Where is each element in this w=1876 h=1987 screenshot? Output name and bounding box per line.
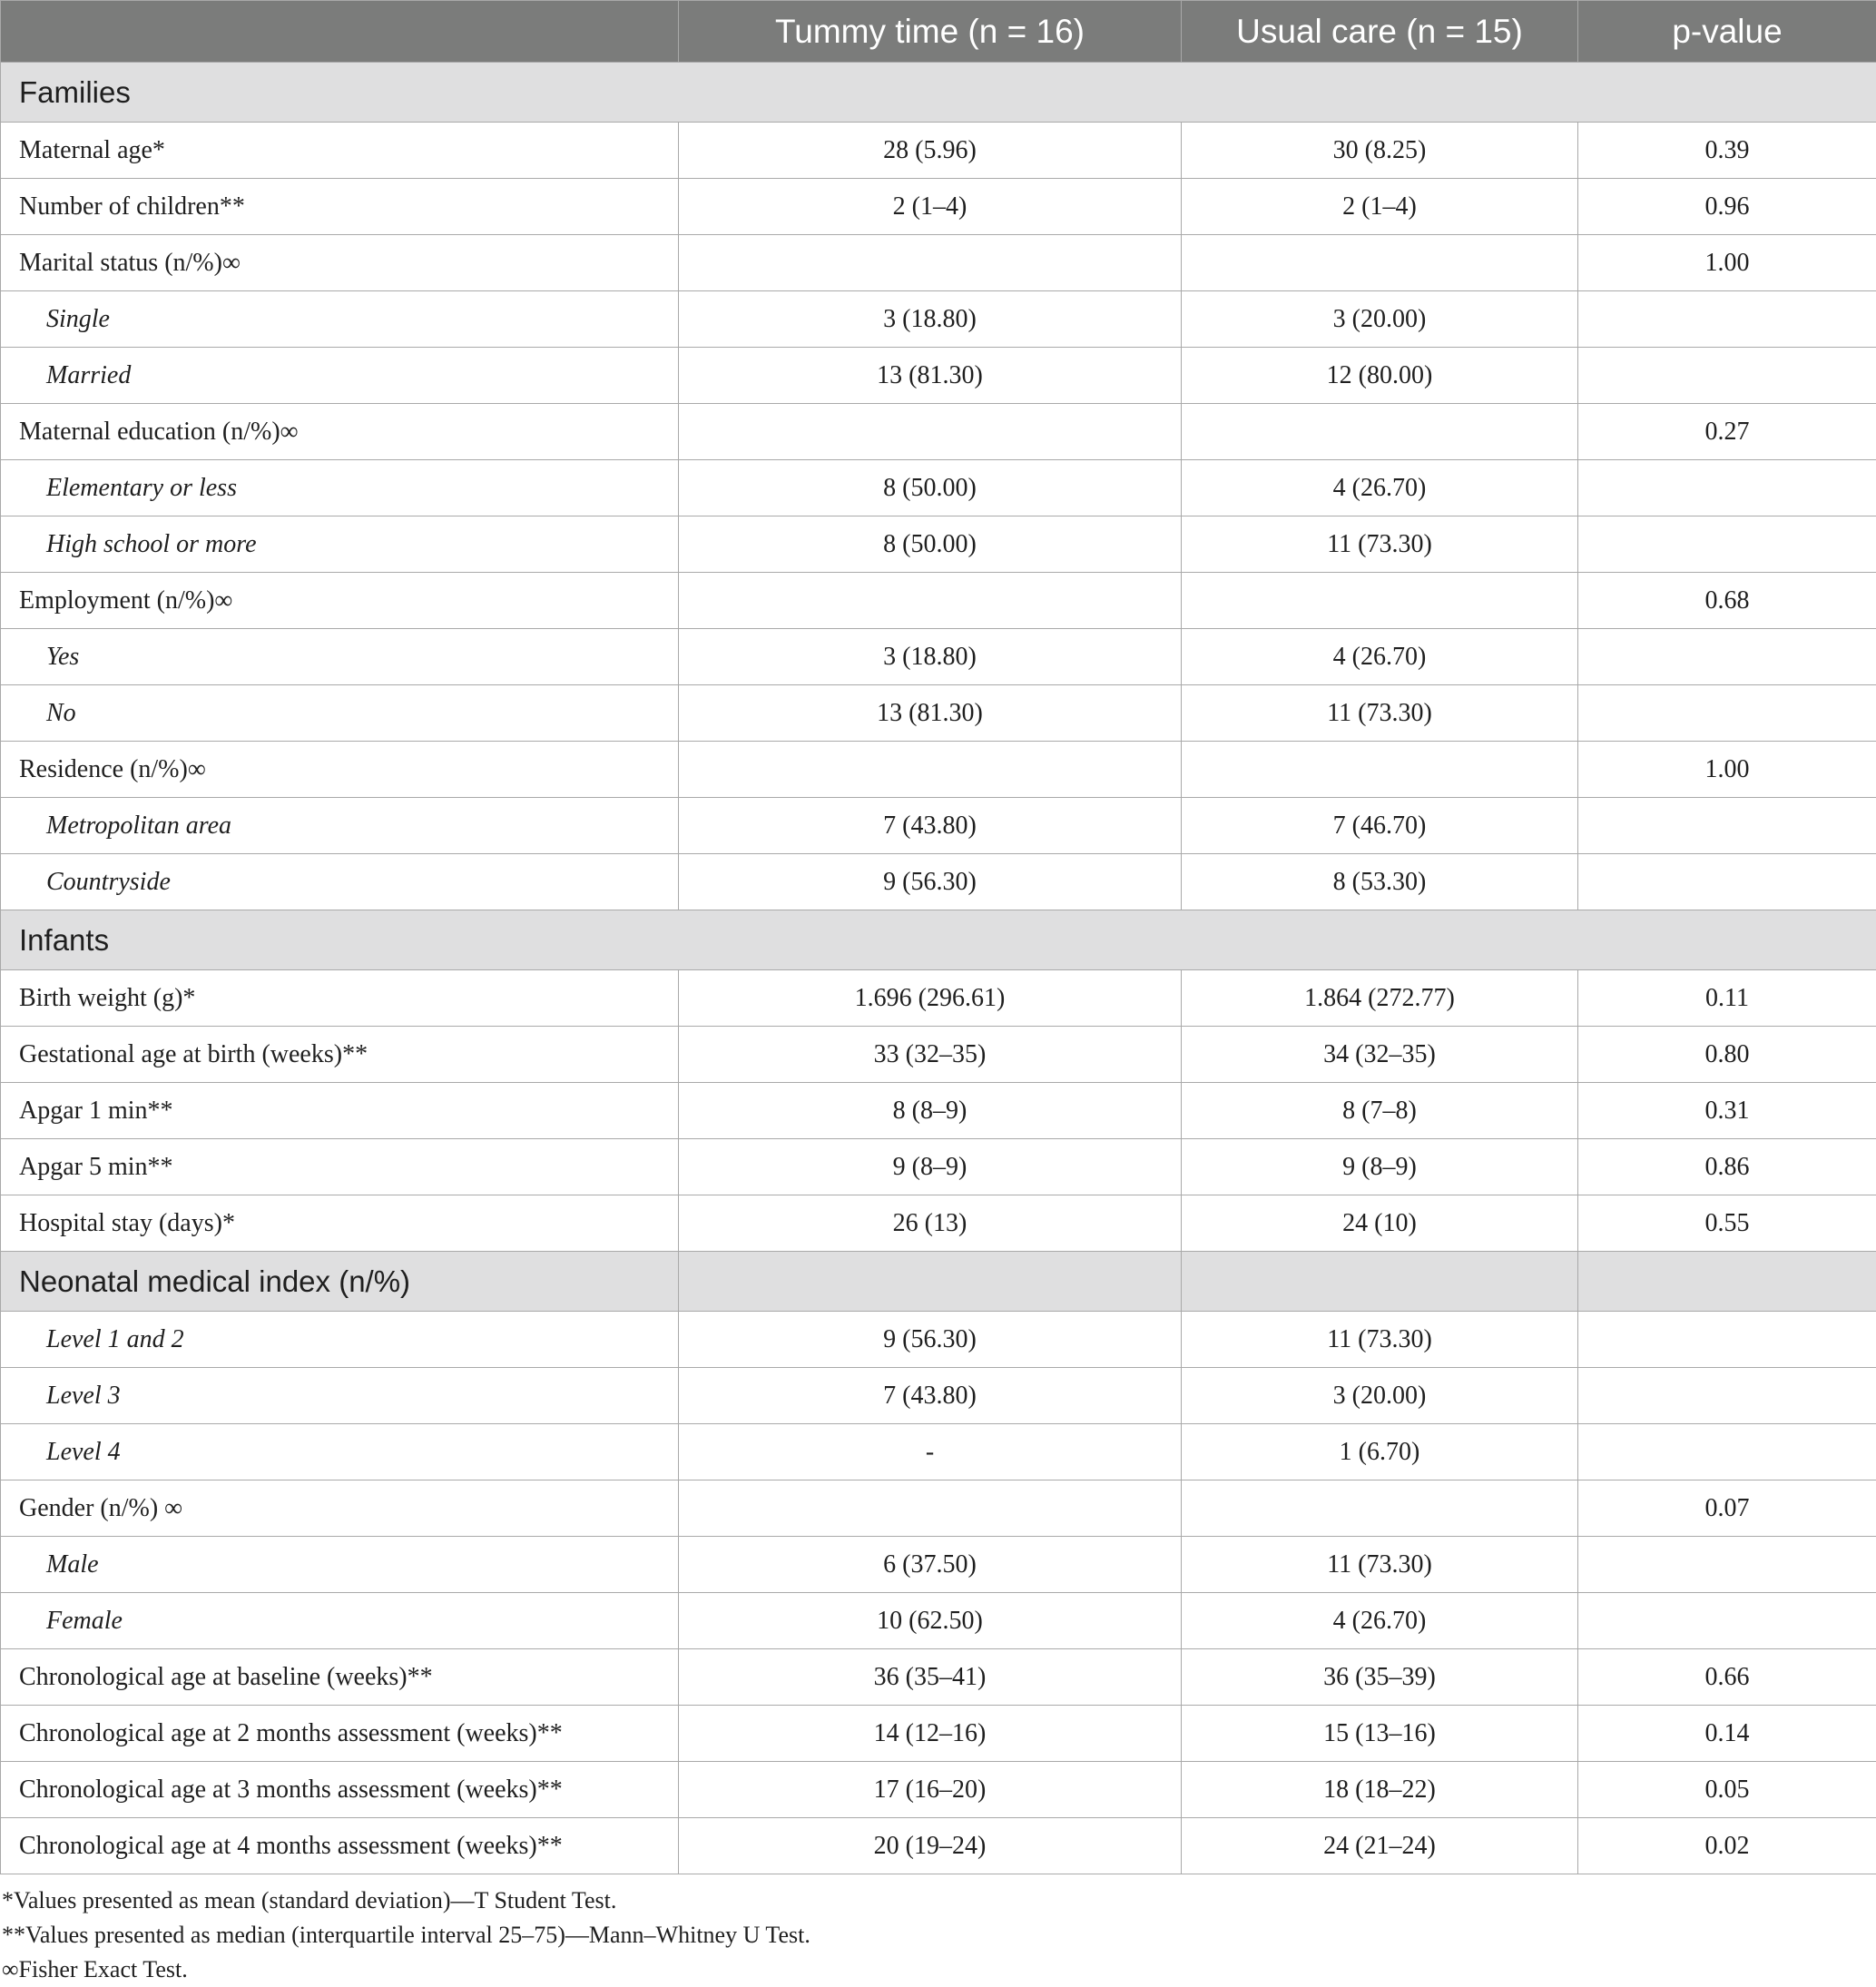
cell-p-value: 0.80 bbox=[1578, 1027, 1876, 1083]
table-row bbox=[1, 1195, 1876, 1252]
row-label: Countryside bbox=[1, 854, 679, 910]
table-row bbox=[1, 629, 1876, 685]
row-label: Elementary or less bbox=[1, 460, 679, 516]
row-label: Single bbox=[1, 291, 679, 348]
cell-usual-care: 11 (73.30) bbox=[1182, 685, 1578, 742]
cell-p-value: 0.68 bbox=[1578, 573, 1876, 629]
section-title: Families bbox=[1, 63, 1876, 123]
cell-p-value bbox=[1578, 516, 1876, 573]
header-usual-care: Usual care (n = 15) bbox=[1182, 1, 1578, 63]
header-row bbox=[1, 1, 1876, 63]
cell-usual-care bbox=[1182, 235, 1578, 291]
cell-p-value: 0.31 bbox=[1578, 1083, 1876, 1139]
table-row bbox=[1, 1083, 1876, 1139]
table-row bbox=[1, 1762, 1876, 1818]
cell-usual-care: 30 (8.25) bbox=[1182, 123, 1578, 179]
table-row bbox=[1, 573, 1876, 629]
cell-usual-care: 8 (7–8) bbox=[1182, 1083, 1578, 1139]
cell-tummy-time: 1.696 (296.61) bbox=[679, 970, 1182, 1027]
section-row bbox=[1, 910, 1876, 970]
row-label: Male bbox=[1, 1537, 679, 1593]
cell-tummy-time: 7 (43.80) bbox=[679, 798, 1182, 854]
cell-p-value bbox=[1578, 1424, 1876, 1480]
cell-tummy-time: 13 (81.30) bbox=[679, 685, 1182, 742]
footnote: ∞Fisher Exact Test. bbox=[0, 1953, 1876, 1987]
section-row bbox=[1, 63, 1876, 123]
cell-usual-care: 9 (8–9) bbox=[1182, 1139, 1578, 1195]
table-row bbox=[1, 1593, 1876, 1649]
cell-p-value: 0.66 bbox=[1578, 1649, 1876, 1706]
cell-tummy-time: 3 (18.80) bbox=[679, 291, 1182, 348]
row-label: Chronological age at 4 months assessment (weeks)** bbox=[1, 1818, 679, 1874]
table-row bbox=[1, 854, 1876, 910]
cell-p-value bbox=[1578, 1368, 1876, 1424]
table-row bbox=[1, 1368, 1876, 1424]
section-empty-cell bbox=[679, 1252, 1182, 1312]
cell-tummy-time: 7 (43.80) bbox=[679, 1368, 1182, 1424]
table-row bbox=[1, 970, 1876, 1027]
cell-tummy-time: 3 (18.80) bbox=[679, 629, 1182, 685]
cell-p-value: 0.11 bbox=[1578, 970, 1876, 1027]
cell-p-value: 0.05 bbox=[1578, 1762, 1876, 1818]
cell-usual-care: 8 (53.30) bbox=[1182, 854, 1578, 910]
cell-usual-care: 18 (18–22) bbox=[1182, 1762, 1578, 1818]
cell-p-value bbox=[1578, 1593, 1876, 1649]
footnote: **Values presented as median (interquartile interval 25–75)—Mann–Whitney U Test. bbox=[0, 1918, 1876, 1953]
cell-usual-care: 15 (13–16) bbox=[1182, 1706, 1578, 1762]
cell-tummy-time: 33 (32–35) bbox=[679, 1027, 1182, 1083]
table-row bbox=[1, 1027, 1876, 1083]
cell-usual-care: 3 (20.00) bbox=[1182, 1368, 1578, 1424]
cell-tummy-time: 14 (12–16) bbox=[679, 1706, 1182, 1762]
table-row bbox=[1, 1649, 1876, 1706]
cell-p-value: 0.07 bbox=[1578, 1480, 1876, 1537]
row-label: Employment (n/%)∞ bbox=[1, 573, 679, 629]
cell-usual-care: 24 (10) bbox=[1182, 1195, 1578, 1252]
table-row bbox=[1, 1312, 1876, 1368]
row-label: Number of children** bbox=[1, 179, 679, 235]
row-label: Residence (n/%)∞ bbox=[1, 742, 679, 798]
cell-usual-care: 4 (26.70) bbox=[1182, 1593, 1578, 1649]
table-row bbox=[1, 291, 1876, 348]
cell-tummy-time bbox=[679, 404, 1182, 460]
cell-p-value bbox=[1578, 1312, 1876, 1368]
cell-tummy-time: 8 (50.00) bbox=[679, 460, 1182, 516]
cell-tummy-time: 9 (8–9) bbox=[679, 1139, 1182, 1195]
row-label: Level 3 bbox=[1, 1368, 679, 1424]
cell-p-value: 1.00 bbox=[1578, 235, 1876, 291]
cell-p-value bbox=[1578, 291, 1876, 348]
table-row bbox=[1, 685, 1876, 742]
table-row bbox=[1, 798, 1876, 854]
cell-tummy-time: 13 (81.30) bbox=[679, 348, 1182, 404]
table-row bbox=[1, 123, 1876, 179]
cell-tummy-time bbox=[679, 1480, 1182, 1537]
cell-usual-care: 11 (73.30) bbox=[1182, 1312, 1578, 1368]
cell-p-value: 0.02 bbox=[1578, 1818, 1876, 1874]
row-label: Apgar 1 min** bbox=[1, 1083, 679, 1139]
cell-p-value: 0.39 bbox=[1578, 123, 1876, 179]
row-label: Level 4 bbox=[1, 1424, 679, 1480]
cell-tummy-time: 2 (1–4) bbox=[679, 179, 1182, 235]
cell-tummy-time: 36 (35–41) bbox=[679, 1649, 1182, 1706]
row-label: Maternal education (n/%)∞ bbox=[1, 404, 679, 460]
header-tummy-time: Tummy time (n = 16) bbox=[679, 1, 1182, 63]
cell-p-value: 0.96 bbox=[1578, 179, 1876, 235]
footnote: *Values presented as mean (standard deviation)—T Student Test. bbox=[0, 1884, 1876, 1918]
cell-usual-care: 24 (21–24) bbox=[1182, 1818, 1578, 1874]
row-label: Marital status (n/%)∞ bbox=[1, 235, 679, 291]
row-label: Hospital stay (days)* bbox=[1, 1195, 679, 1252]
cell-usual-care: 4 (26.70) bbox=[1182, 629, 1578, 685]
section-empty-cell bbox=[1578, 1252, 1876, 1312]
cell-tummy-time: 20 (19–24) bbox=[679, 1818, 1182, 1874]
table-row bbox=[1, 460, 1876, 516]
row-label: Chronological age at 2 months assessment (weeks)** bbox=[1, 1706, 679, 1762]
cell-tummy-time: 8 (8–9) bbox=[679, 1083, 1182, 1139]
cell-p-value: 0.27 bbox=[1578, 404, 1876, 460]
cell-usual-care: 36 (35–39) bbox=[1182, 1649, 1578, 1706]
section-row bbox=[1, 1252, 1876, 1312]
table-row bbox=[1, 1818, 1876, 1874]
row-label: Gestational age at birth (weeks)** bbox=[1, 1027, 679, 1083]
table-row bbox=[1, 1706, 1876, 1762]
cell-p-value: 0.86 bbox=[1578, 1139, 1876, 1195]
cell-p-value: 1.00 bbox=[1578, 742, 1876, 798]
row-label: Maternal age* bbox=[1, 123, 679, 179]
cell-usual-care: 11 (73.30) bbox=[1182, 516, 1578, 573]
cell-usual-care: 12 (80.00) bbox=[1182, 348, 1578, 404]
table-row bbox=[1, 404, 1876, 460]
row-label: Female bbox=[1, 1593, 679, 1649]
table-row bbox=[1, 179, 1876, 235]
cell-usual-care: 4 (26.70) bbox=[1182, 460, 1578, 516]
table-row bbox=[1, 1537, 1876, 1593]
row-label: High school or more bbox=[1, 516, 679, 573]
cell-p-value bbox=[1578, 854, 1876, 910]
header-variable bbox=[1, 1, 679, 63]
cell-tummy-time: 8 (50.00) bbox=[679, 516, 1182, 573]
cell-usual-care: 11 (73.30) bbox=[1182, 1537, 1578, 1593]
table-row bbox=[1, 1424, 1876, 1480]
cell-usual-care: 7 (46.70) bbox=[1182, 798, 1578, 854]
section-title: Infants bbox=[1, 910, 1876, 970]
cell-p-value bbox=[1578, 798, 1876, 854]
row-label: Chronological age at 3 months assessment (weeks)** bbox=[1, 1762, 679, 1818]
table-row bbox=[1, 516, 1876, 573]
cell-tummy-time: 9 (56.30) bbox=[679, 854, 1182, 910]
cell-tummy-time: 28 (5.96) bbox=[679, 123, 1182, 179]
header-p-value: p-value bbox=[1578, 1, 1876, 63]
cell-tummy-time: - bbox=[679, 1424, 1182, 1480]
table-row bbox=[1, 348, 1876, 404]
table-body bbox=[1, 63, 1876, 1874]
cell-tummy-time: 17 (16–20) bbox=[679, 1762, 1182, 1818]
row-label: Level 1 and 2 bbox=[1, 1312, 679, 1368]
cell-usual-care bbox=[1182, 573, 1578, 629]
footnotes bbox=[0, 1874, 1876, 1987]
cell-p-value bbox=[1578, 685, 1876, 742]
cell-usual-care: 2 (1–4) bbox=[1182, 179, 1578, 235]
row-label: Yes bbox=[1, 629, 679, 685]
row-label: No bbox=[1, 685, 679, 742]
table-row bbox=[1, 1139, 1876, 1195]
row-label: Married bbox=[1, 348, 679, 404]
row-label: Metropolitan area bbox=[1, 798, 679, 854]
row-label: Chronological age at baseline (weeks)** bbox=[1, 1649, 679, 1706]
cell-usual-care bbox=[1182, 404, 1578, 460]
cell-tummy-time: 9 (56.30) bbox=[679, 1312, 1182, 1368]
row-label: Birth weight (g)* bbox=[1, 970, 679, 1027]
table-row bbox=[1, 742, 1876, 798]
cell-tummy-time bbox=[679, 573, 1182, 629]
cell-tummy-time: 6 (37.50) bbox=[679, 1537, 1182, 1593]
row-label: Gender (n/%) ∞ bbox=[1, 1480, 679, 1537]
cell-tummy-time bbox=[679, 235, 1182, 291]
cell-usual-care: 1.864 (272.77) bbox=[1182, 970, 1578, 1027]
cell-tummy-time: 26 (13) bbox=[679, 1195, 1182, 1252]
cell-usual-care bbox=[1182, 1480, 1578, 1537]
cell-usual-care: 34 (32–35) bbox=[1182, 1027, 1578, 1083]
table-row bbox=[1, 1480, 1876, 1537]
cell-p-value bbox=[1578, 348, 1876, 404]
table-row bbox=[1, 235, 1876, 291]
cell-usual-care bbox=[1182, 742, 1578, 798]
cell-p-value: 0.14 bbox=[1578, 1706, 1876, 1762]
section-title: Neonatal medical index (n/%) bbox=[1, 1252, 679, 1312]
section-empty-cell bbox=[1182, 1252, 1578, 1312]
cell-p-value bbox=[1578, 629, 1876, 685]
cell-p-value bbox=[1578, 1537, 1876, 1593]
row-label: Apgar 5 min** bbox=[1, 1139, 679, 1195]
cell-tummy-time: 10 (62.50) bbox=[679, 1593, 1182, 1649]
cell-p-value: 0.55 bbox=[1578, 1195, 1876, 1252]
cell-usual-care: 3 (20.00) bbox=[1182, 291, 1578, 348]
cell-tummy-time bbox=[679, 742, 1182, 798]
cell-p-value bbox=[1578, 460, 1876, 516]
cell-usual-care: 1 (6.70) bbox=[1182, 1424, 1578, 1480]
